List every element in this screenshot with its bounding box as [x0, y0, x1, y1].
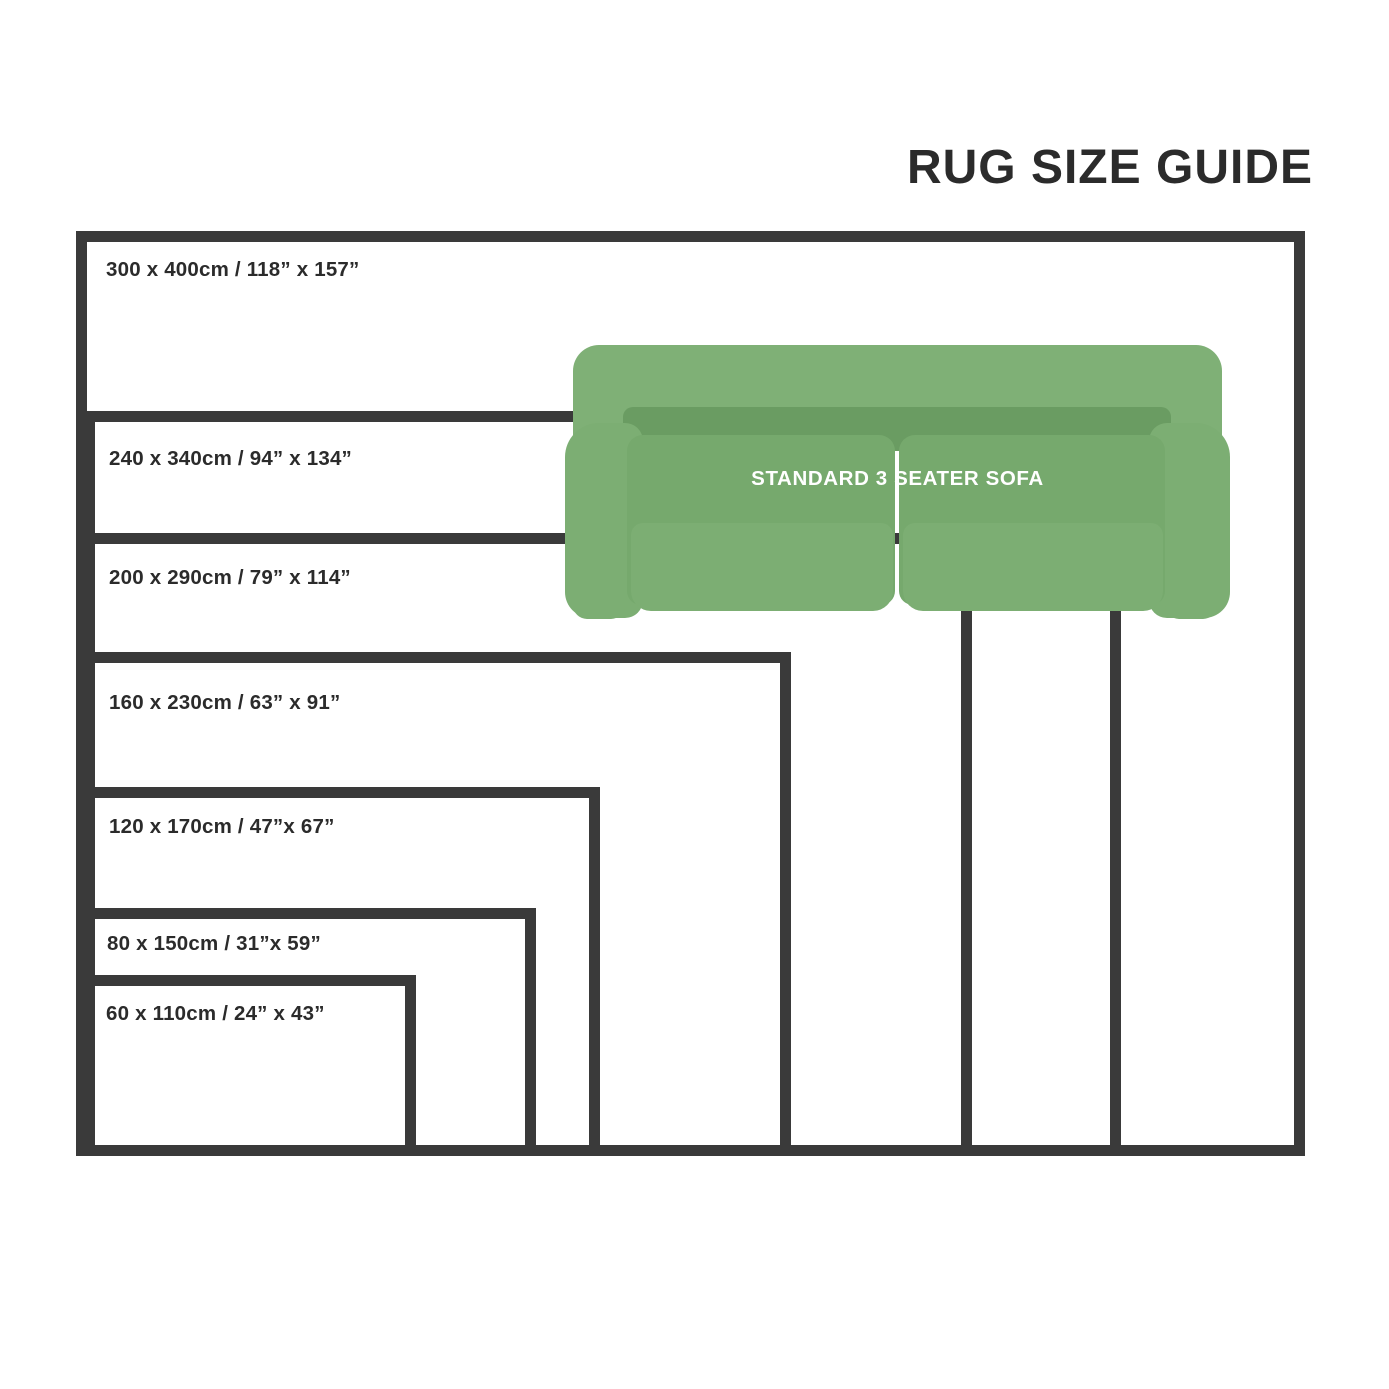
sofa-foot-left	[573, 591, 625, 619]
rug-label-60x110: 60 x 110cm / 24” x 43”	[106, 1002, 325, 1025]
sofa-cushion-right	[903, 523, 1163, 611]
page-title: RUG SIZE GUIDE	[906, 141, 1313, 194]
sofa-cushion-left	[631, 523, 893, 611]
sofa-label: STANDARD 3 SEATER SOFA	[751, 467, 1044, 490]
rug-label-120x170: 120 x 170cm / 47”x 67”	[109, 815, 335, 838]
rug-label-200x290: 200 x 290cm / 79” x 114”	[109, 566, 351, 589]
rug-label-300x400: 300 x 400cm / 118” x 157”	[106, 258, 360, 281]
sofa-illustration	[565, 345, 1230, 620]
sofa-foot-right	[1165, 591, 1217, 619]
rug-label-160x230: 160 x 230cm / 63” x 91”	[109, 691, 341, 714]
rug-label-240x340: 240 x 340cm / 94” x 134”	[109, 447, 353, 470]
rug-label-80x150: 80 x 150cm / 31”x 59”	[107, 932, 321, 955]
